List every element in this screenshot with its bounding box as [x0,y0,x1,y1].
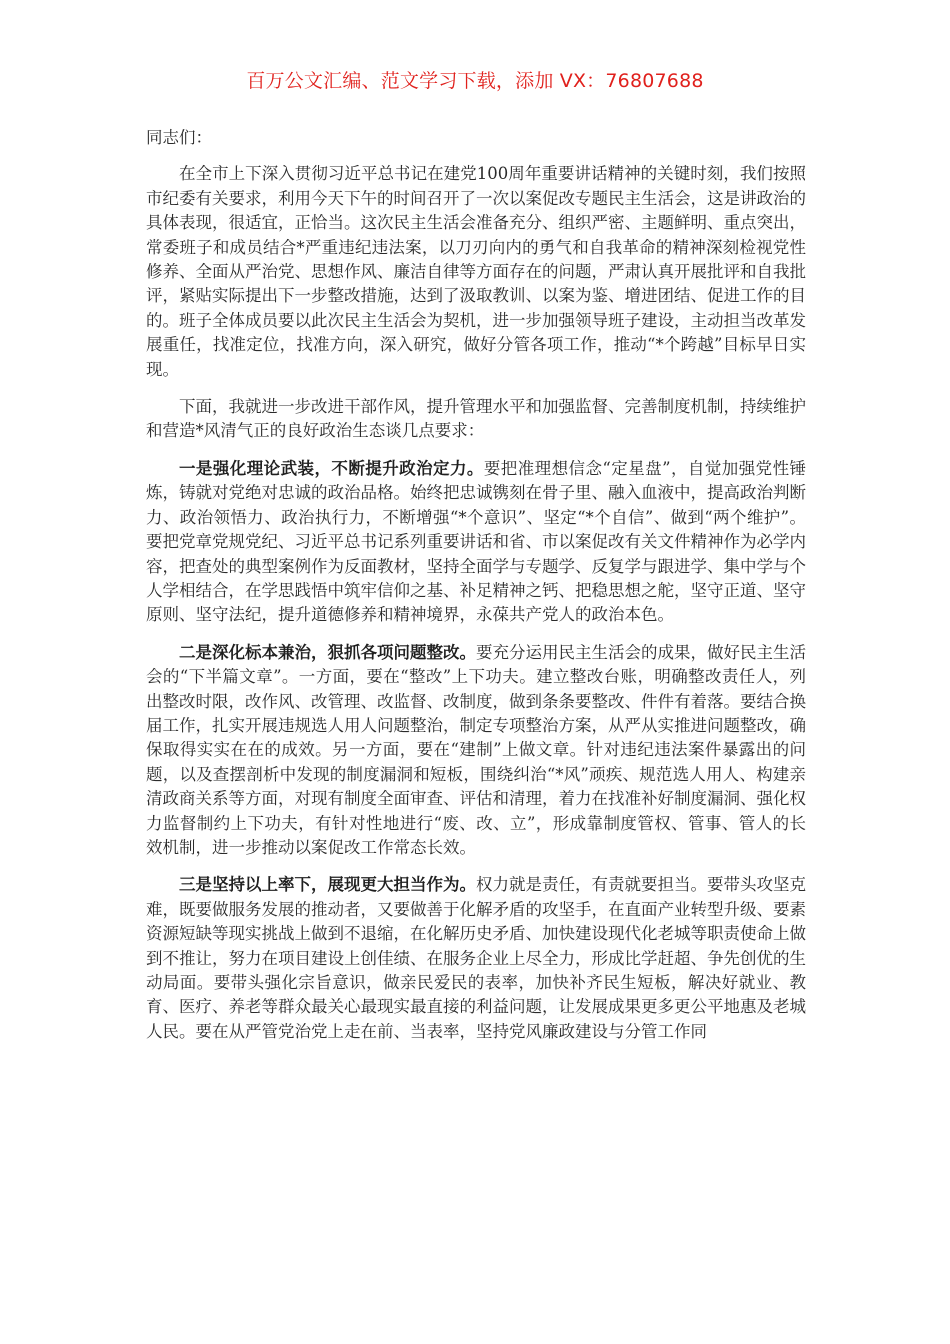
paragraph-lead: 一是强化理论武装，不断提升政治定力。 [179,458,484,478]
paragraph-text: 在全市上下深入贯彻习近平总书记在建党100周年重要讲话精神的关键时刻，我们按照市纪委有关要求，利用今天下午的时间召开了一次以案促改专题民主生活会，这是讲政治的具体表现，很适宜，正恰当。这次民主生活会准备充分、组织严密、主题鲜明、重点突出，常委班子和成员结合*严重违纪违法案，以刀刃向内的勇气和自我革命的精神深刻检视党性修养、全面从严治党、思想作风、廉洁自律等方面存在的问题，严肃认真开展批评和自我批评，紧贴实际提出下一步整改措施，达到了汲取教训、以案为鉴、增进团结、促进工作的目的。班子全体成员要以此次民主生活会为契机，进一步加强领导班子建设，主动担当改革发展重任，找准定位，找准方向，深入研究，做好分管各项工作，推动“*个跨越”目标早日实现。 [146,164,806,379]
paragraph-lead: 三是坚持以上率下，展现更大担当作为。 [179,875,476,895]
paragraph-point-3 [146,873,806,1044]
document-body [146,126,806,1057]
paragraph-text: 下面，我就进一步改进干部作风，提升管理水平和加强监督、完善制度机制，持续维护和营造*风清气正的良好政治生态谈几点要求： [146,397,806,441]
paragraph-text: 权力就是责任，有责就要担当。要带头攻坚克难，既要做服务发展的推动者，又要做善于化解矛盾的攻坚手，在直面产业转型升级、要素资源短缺等现实挑战上做到不退缩，在化解历史矛盾、加快建设现代化老城等职责使命上做到不推让，努力在项目建设上创佳绩、在服务企业上尽全力，形成比学赶超、争先创优的生动局面。要带头强化宗旨意识，做亲民爱民的表率，加快补齐民生短板，解决好就业、教育、医疗、养老等群众最关心最现实最直接的利益问题，让发展成果更多更公平地惠及老城人民。要在从严管党治党上走在前、当表率，坚持党风廉政建设与分管工作同 [146,875,806,1041]
paragraph-intro [146,162,806,382]
paragraph-point-2 [146,641,806,861]
paragraph-transition [146,395,806,444]
paragraph-lead: 二是深化标本兼治，狠抓各项问题整改。 [179,642,476,662]
paragraph-text: 要充分运用民主生活会的成果，做好民主生活会的“下半篇文章”。一方面，要在“整改”上下功夫。建立整改台账，明确整改责任人，列出整改时限，改作风、改管理、改监督、改制度，做到条条要整改、件件有着落。要结合换届工作，扎实开展违规选人用人问题整治，制定专项整治方案，从严从实推进问题整改，确保取得实实在在的成效。另一方面，要在“建制”上做文章。针对违纪违法案件暴露出的问题，以及查摆剖析中发现的制度漏洞和短板，围绕纠治“*风”顽疾、规范选人用人、构建亲清政商关系等方面，对现有制度全面审查、评估和清理，着力在找准补好制度漏洞、强化权力监督制约上下功夫，有针对性地进行“废、改、立”，形成靠制度管权、管事、管人的长效机制，进一步推动以案促改工作常态长效。 [146,642,806,857]
header-banner: 百万公文汇编、范文学习下载，添加 VX：76807688 [246,70,704,92]
salutation: 同志们： [146,128,212,147]
paragraph-text: 要把准理想信念“定星盘”，自觉加强党性锤炼，铸就对党绝对忠诚的政治品格。始终把忠诚镌刻在骨子里、融入血液中，提高政治判断力、政治领悟力、政治执行力，不断增强“*个意识”、坚定“*个自信”、做到“两个维护”。要把党章党规党纪、习近平总书记系列重要讲话和省、市以案促改有关文件精神作为必学内容，把查处的典型案例作为反面教材，坚持全面学与专题学、反复学与跟进学、集中学与个人学相结合，在学思践悟中筑牢信仰之基、补足精神之钙、把稳思想之舵，坚守正道、坚守原则、坚守法纪，提升道德修养和精神境界，永葆共产党人的政治本色。 [146,458,807,625]
paragraph-point-1 [146,457,806,628]
